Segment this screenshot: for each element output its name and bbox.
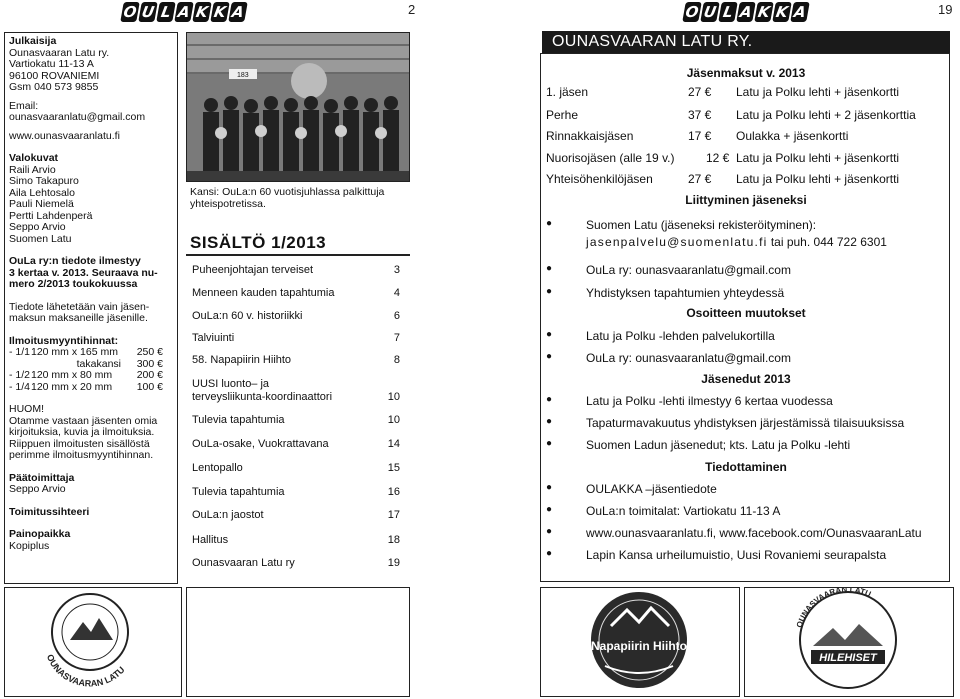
brand-letter: O bbox=[684, 3, 700, 21]
photographer: Seppo Arvio bbox=[9, 221, 66, 233]
brand-logo bbox=[122, 2, 246, 26]
fee-row: Yhteisöhenkilöjäsen 27 € Latu ja Polku lehti + jäsenkortti bbox=[546, 172, 900, 186]
empty-bottom-box bbox=[186, 587, 410, 697]
napapiirin-hiihto-logo bbox=[541, 588, 737, 694]
toc-row[interactable]: Ounasvaaran Latu ry 19 bbox=[192, 557, 400, 569]
email-label: Email: bbox=[9, 99, 39, 112]
note-line: kirjoituksia, kuvia ja ilmoituksia. bbox=[9, 426, 155, 438]
colophon-box bbox=[4, 32, 178, 584]
publisher-line: Ounasvaaran Latu ry. bbox=[9, 46, 110, 59]
note-line: perimme ilmoitusmyyntihinnan. bbox=[9, 449, 154, 461]
printer-name: Kopiplus bbox=[9, 539, 50, 552]
hilehiset-logo bbox=[745, 588, 951, 694]
note-heading: HUOM! bbox=[9, 403, 44, 415]
hilehiset-logo-box bbox=[744, 587, 954, 697]
photographer: Suomen Latu bbox=[9, 232, 72, 245]
stamp-box bbox=[4, 587, 182, 697]
publisher-line: 96100 ROVANIEMI bbox=[9, 69, 100, 82]
brand-logo bbox=[684, 2, 808, 26]
ounasvaaran-latu-stamp bbox=[25, 590, 155, 694]
ad-price-row: - 1/4 120 mm x 20 mm 100 € bbox=[9, 380, 163, 393]
fee-row: Nuorisojäsen (alle 19 v.) 12 € Latu ja Polku lehti + jäsenkortti bbox=[546, 151, 900, 165]
photographer: Pertti Lahdenperä bbox=[9, 209, 93, 222]
join-title: Liittyminen jäseneksi bbox=[685, 193, 807, 207]
schedule-text: OuLa ry:n tiedote ilmestyy bbox=[9, 255, 141, 267]
news-title: Tiedottaminen bbox=[705, 460, 787, 474]
table-of-contents bbox=[192, 264, 400, 577]
toc-row[interactable]: Menneen kauden tapahtumia 4 bbox=[192, 287, 400, 299]
editor-name: Seppo Arvio bbox=[9, 483, 66, 495]
fees-title: Jäsenmaksut v. 2013 bbox=[686, 66, 806, 80]
editor-heading: Päätoimittaja bbox=[9, 471, 75, 484]
ad-price-row: takakansi 300 € bbox=[76, 357, 163, 370]
photo-sign-text: 183 bbox=[237, 72, 249, 79]
napapiirin-hiihto-logo-box bbox=[540, 587, 740, 697]
note-line: Otamme vastaan jäsenten omia bbox=[9, 414, 158, 427]
publisher-line: Vartiokatu 11-13 A bbox=[9, 58, 94, 70]
notice-text: maksun maksaneille jäsenille. bbox=[9, 312, 148, 324]
fee-row: Rinnakkaisjäsen 17 € Oulakka + jäsenkortti bbox=[546, 129, 849, 143]
toc-row[interactable]: Hallitus 18 bbox=[192, 534, 400, 546]
ad-price-row: - 1/1 120 mm x 165 mm 250 € bbox=[9, 346, 163, 358]
brand-letter: K bbox=[192, 2, 212, 22]
photographer: Raili Arvio bbox=[9, 163, 56, 176]
brand-letter: K bbox=[772, 2, 792, 22]
publisher-heading: Julkaisija bbox=[9, 35, 57, 47]
brand-letter: U bbox=[700, 2, 720, 22]
brand-letter: L bbox=[718, 2, 738, 22]
brand-letter: A bbox=[174, 2, 194, 22]
svg-text:OUNASVAARAN LATU: OUNASVAARAN LATU bbox=[44, 652, 127, 689]
print-heading: Painopaikka bbox=[9, 528, 71, 540]
toc-row[interactable]: Talviuinti 7 bbox=[192, 332, 400, 344]
right-page bbox=[482, 0, 960, 699]
brand-letter: O bbox=[122, 3, 138, 21]
toc-row[interactable]: 58. Napapiirin Hiihto 8 bbox=[192, 354, 400, 366]
website-link[interactable]: www.ounasvaaranlatu.fi bbox=[9, 129, 120, 142]
cover-group-photo bbox=[186, 32, 410, 182]
svg-text:OUNASVAARAN LATU: OUNASVAARAN LATU bbox=[794, 588, 873, 629]
brand-letter: A bbox=[790, 2, 810, 22]
website-links[interactable]: www.ounasvaaranlatu.fi, www.facebook.com/OunasvaaranLatu bbox=[586, 526, 922, 540]
toc-row[interactable]: Lentopallo 15 bbox=[192, 462, 400, 474]
ad-prices-heading: Ilmoitusmyyntihinnat: bbox=[9, 334, 119, 347]
fee-row: 1. jäsen 27 € Latu ja Polku lehti + jäsenkortti bbox=[546, 85, 900, 99]
brand-letter: K bbox=[210, 2, 230, 22]
join-email-link[interactable]: jasenpalvelu@suomenlatu.fi bbox=[586, 235, 768, 249]
toc-divider bbox=[186, 254, 410, 256]
toc-row[interactable]: OuLa:n 60 v. historiikki 6 bbox=[192, 310, 400, 322]
brand-letter: K bbox=[754, 2, 774, 22]
toc-row[interactable]: UUSI luonto– ja terveysliikunta-koordinaattori 10 bbox=[192, 378, 400, 403]
toc-row[interactable]: Tulevia tapahtumia 10 bbox=[192, 414, 400, 426]
schedule-text: 3 kertaa v. 2013. Seuraava nu- bbox=[9, 266, 158, 279]
toc-row[interactable]: OuLa-osake, Vuokrattavana 14 bbox=[192, 438, 400, 450]
photographer: Simo Takapuro bbox=[9, 175, 79, 187]
staff-heading: Toimitussihteeri bbox=[9, 505, 90, 518]
address-title: Osoitteen muutokset bbox=[686, 306, 806, 320]
ad-price-row: - 1/2 120 mm x 80 mm 200 € bbox=[9, 369, 163, 381]
svg-text:Napapiirin Hiihto: Napapiirin Hiihto bbox=[591, 639, 687, 653]
toc-row[interactable]: Tulevia tapahtumia 16 bbox=[192, 486, 400, 498]
notice-text: Tiedote lähetetään vain jäsen- bbox=[9, 300, 150, 313]
page-number: 2 bbox=[408, 2, 416, 17]
fee-row: Perhe 37 € Latu ja Polku lehti + 2 jäsenkorttia bbox=[546, 108, 916, 122]
brand-letter: A bbox=[228, 2, 248, 22]
note-line: Riippuen ilmoitusten sisällöstä bbox=[9, 437, 150, 450]
toc-row[interactable]: Puheenjohtajan terveiset 3 bbox=[192, 264, 400, 276]
publisher-line: Gsm 040 573 9855 bbox=[9, 81, 99, 93]
page-number: 19 bbox=[938, 2, 953, 17]
left-page bbox=[0, 0, 478, 699]
photographer: Aila Lehtosalo bbox=[9, 186, 75, 199]
brand-letter: L bbox=[156, 2, 176, 22]
email-link[interactable]: ounasvaaranlatu@gmail.com bbox=[9, 111, 146, 123]
brand-letter: U bbox=[138, 2, 158, 22]
schedule-text: mero 2/2013 toukokuussa bbox=[9, 278, 138, 290]
toc-title: SISÄLTÖ 1/2013 bbox=[190, 233, 327, 252]
photo-caption: Kansi: OuLa:n 60 vuotisjuhlassa palkittuja yhteispotretissa. bbox=[190, 186, 385, 210]
page-title: OUNASVAARAN LATU RY. bbox=[542, 31, 950, 53]
toc-row[interactable]: OuLa:n jaostot 17 bbox=[192, 509, 400, 521]
membership-info-box: Jäsenmaksut v. 2013 1. jäsen 27 € Latu ja Polku lehti + jäsenkortti Perhe 37 € Latu ja Polku lehti + 2 jäsenkorttia Rinnakkaisjäsen 17 € Oulakka + jäsenkortti Nuorisojäsen (alle 19 v.) 12 € Latu ja Polku lehti + jäsenkortti Yhteisöhenkilöjäsen 27 € Latu ja Polku lehti + jäsenkortti Liittyminen jäseneksi ● Suomen Latu (jäseneksi rekisteröityminen): jasenpalvelu@suomenlatu.fi tai puh. 044 722 6301 ● OuLa ry: ounasvaaranlatu@gmail.com ● Yhdistyksen tapahtumien yhteydessä Osoitteen muutokset ● Latu ja Polku -lehden palvelukortilla ● OuLa ry: ounasvaaranlatu@gmail.com Jäsenedut 2013 ● Latu ja Polku -lehti ilmestyy 6 kertaa vuodessa ● Tapaturmavakuutus yhdistyksen järjestämissä tilaisuuksissa ● Suomen Ladun jäsenedut; kts. Latu ja Polku -lehti Tiedottaminen ● OULAKKA –jäsentiedote ● OuLa:n toimitalat: Vartiokatu 11-13 A ● www.ounasvaaranlatu.fi, www.facebook.com/OunasvaaranLatu ● Lapin Kansa urheilumuistio, Uusi Rovaniemi seurapalsta bbox=[540, 53, 950, 582]
photographers-heading: Valokuvat bbox=[9, 152, 59, 164]
svg-text:HILEHISET: HILEHISET bbox=[819, 652, 877, 664]
benefits-title: Jäsenedut 2013 bbox=[701, 372, 791, 386]
photographer: Pauli Niemelä bbox=[9, 198, 74, 210]
brand-letter: A bbox=[736, 2, 756, 22]
